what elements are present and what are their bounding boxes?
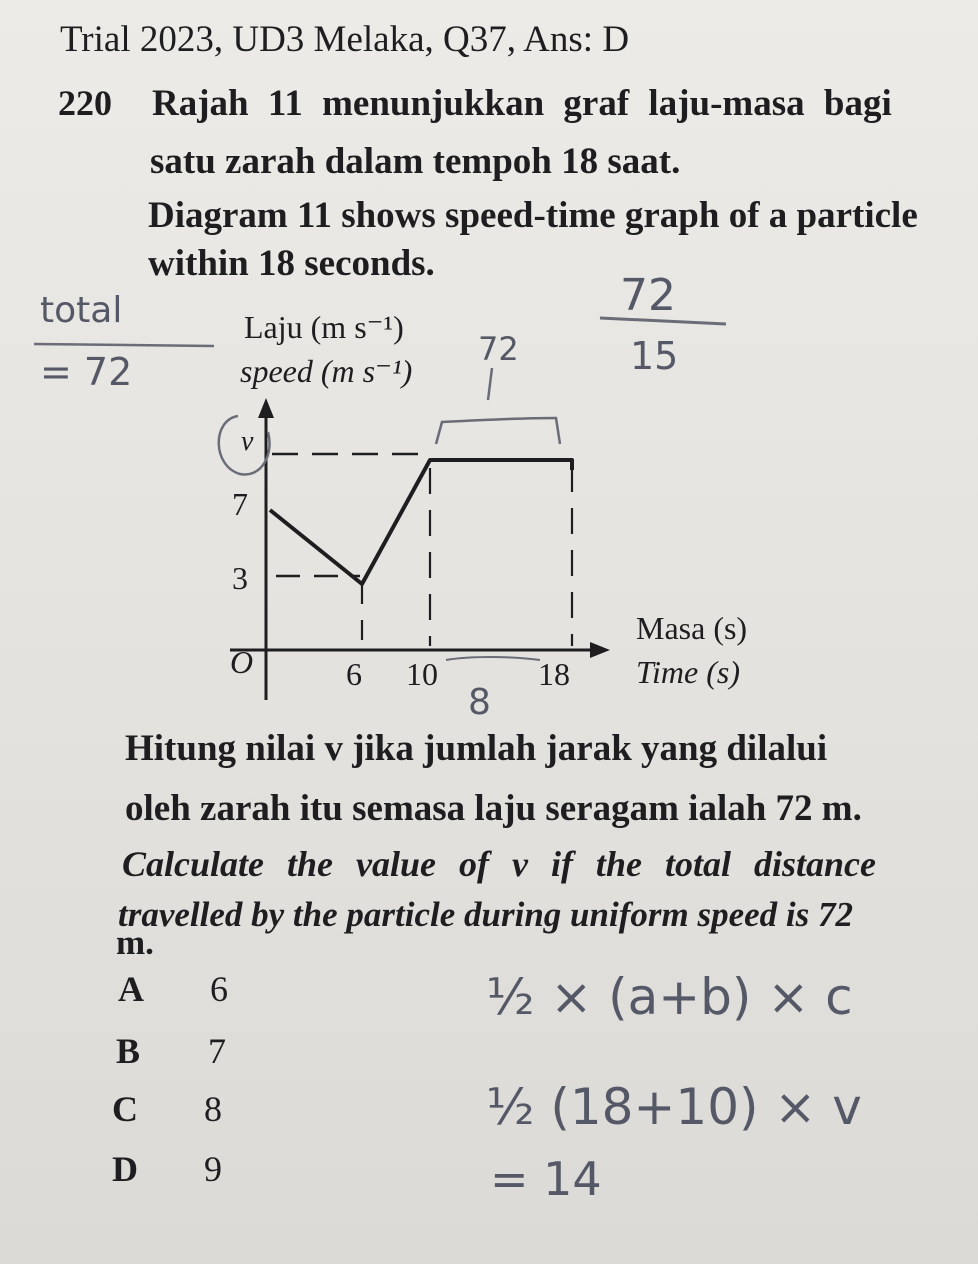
handwritten-bracket [436, 418, 560, 444]
prompt-english-line-1: Calculate the value of v if the total distance [122, 844, 876, 884]
origin-label: O [230, 644, 254, 680]
malay-stem-line-2: satu zarah dalam tempoh 18 saat. [150, 141, 681, 182]
prompt-malay-line-1: Hitung nilai v jika jumlah jarak yang dilalui [125, 728, 828, 769]
x-axis-label-malay: Masa (s) [636, 610, 748, 646]
malay-stem-line-1: Rajah 11 menunjukkan graf laju-masa bagi [152, 83, 892, 124]
prompt-english-line-2: travelled by the particle during uniform speed is 72 [118, 895, 853, 934]
x-tick-10: 10 [406, 656, 438, 692]
question-number: 220 [58, 83, 112, 123]
x-tick-6: 6 [346, 656, 362, 692]
option-value: 8 [204, 1089, 222, 1129]
y-tick-3: 3 [232, 560, 248, 596]
handwritten-8: 8 [468, 682, 491, 723]
english-stem-line-1: Diagram 11 shows speed-time graph of a particle [148, 195, 918, 236]
option-value: 7 [208, 1031, 226, 1071]
source-header: Trial 2023, UD3 Melaka, Q37, Ans: D [60, 19, 630, 60]
handwritten-formula-3: = 14 [490, 1152, 602, 1206]
handwritten-total: total [40, 290, 123, 331]
y-axis-label-malay: Laju (m s⁻¹) [244, 309, 404, 345]
y-tick-v: v [241, 426, 254, 457]
x-axis-label-english: Time (s) [636, 654, 740, 690]
option-value: 9 [204, 1149, 222, 1189]
handwritten-eq72: = 72 [40, 350, 133, 394]
english-stem-line-2: within 18 seconds. [148, 243, 435, 284]
y-axis-arrow [258, 398, 274, 418]
option-value: 6 [210, 969, 228, 1009]
y-axis-label-english: speed (m s⁻¹) [240, 353, 413, 389]
option-letter: C [112, 1089, 138, 1129]
handwritten-formula-1: ½ × (a+b) × c [486, 968, 853, 1026]
y-tick-7: 7 [232, 486, 248, 522]
option-letter: B [116, 1031, 141, 1071]
handwritten-72: 72 [478, 330, 519, 368]
option-letter: D [112, 1149, 138, 1189]
handwritten-fraction-denominator: 15 [630, 334, 679, 378]
x-tick-18: 18 [538, 656, 570, 692]
option-letter: A [118, 969, 144, 1009]
handwritten-formula-2: ½ (18+10) × v [486, 1078, 862, 1136]
handwritten-fraction-numerator: 72 [620, 270, 676, 321]
handwritten-1 [486, 372, 503, 402]
handwritten-underbrace [446, 657, 540, 660]
prompt-malay-line-2: oleh zarah itu semasa laju seragam ialah 72 m. [125, 788, 862, 829]
x-axis-arrow [590, 642, 610, 658]
prompt-english-line-3: m. [116, 923, 154, 962]
speed-curve [270, 460, 572, 584]
handwritten-total-rule [34, 344, 214, 346]
